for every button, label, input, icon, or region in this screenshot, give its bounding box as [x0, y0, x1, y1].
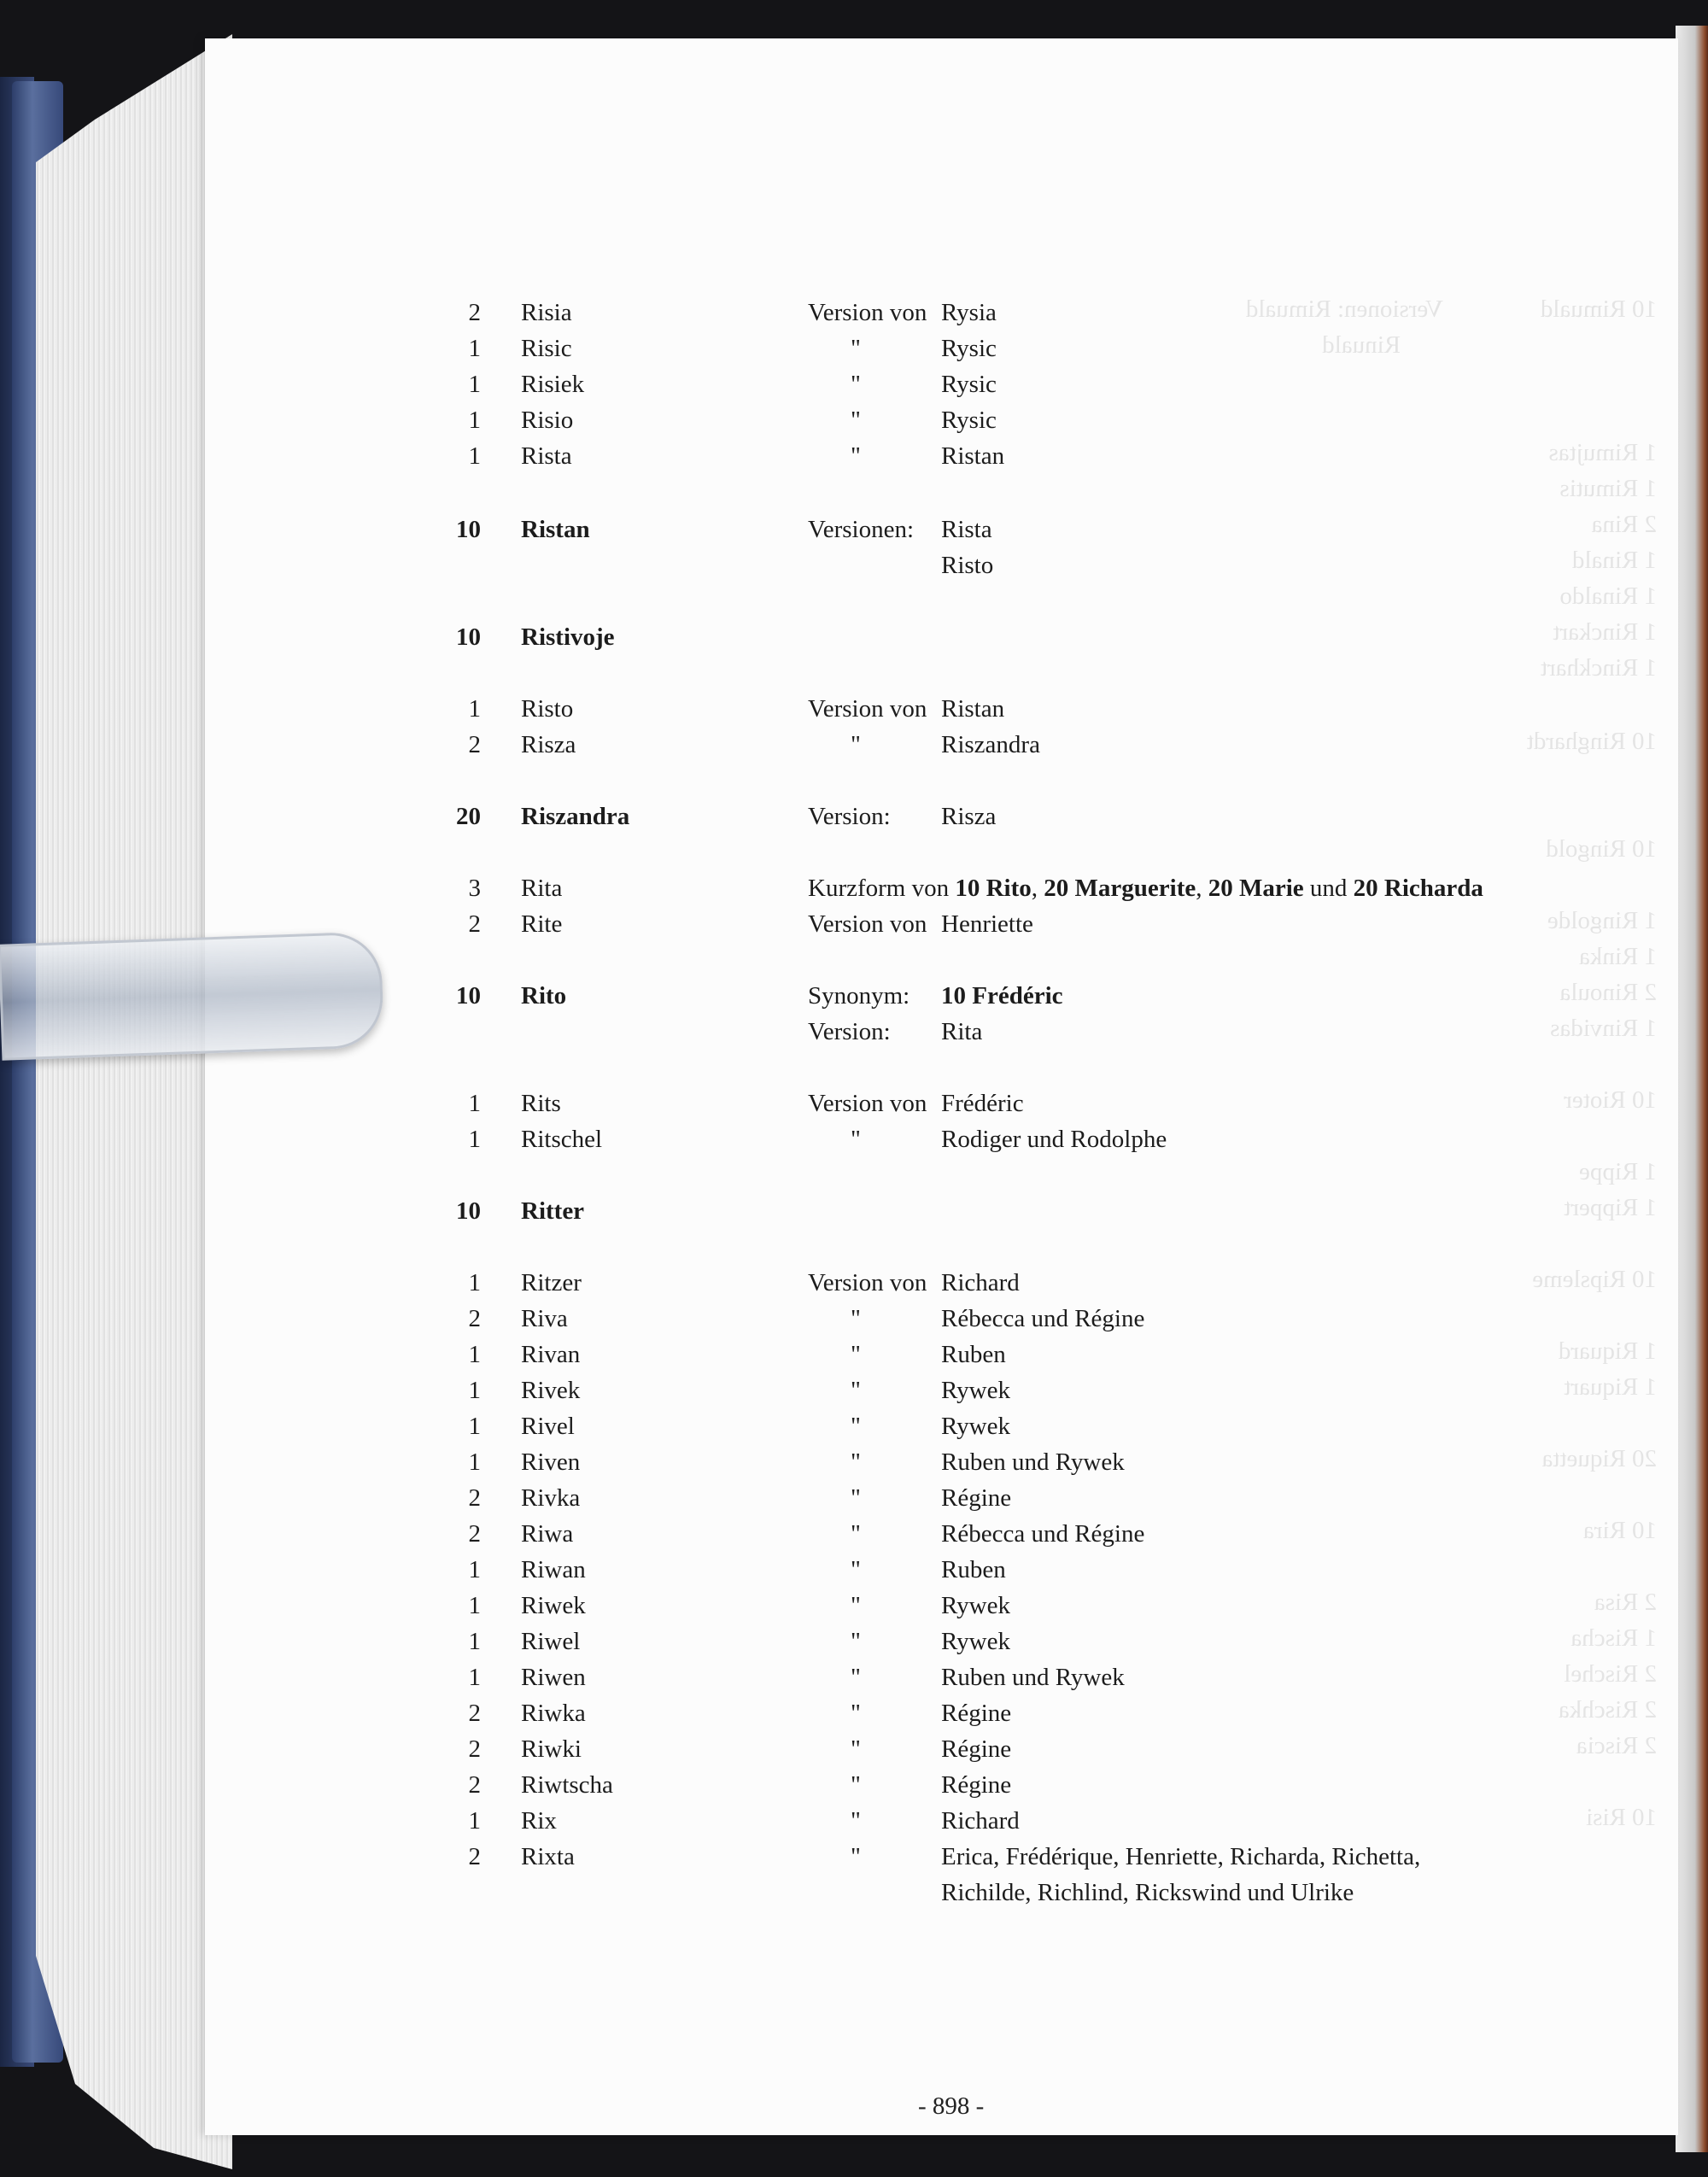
entry-reference: Risto [941, 552, 994, 579]
ditto-mark: " [851, 1556, 861, 1583]
entry-reference: Riszandra [941, 731, 1040, 758]
page-number: - 898 - [918, 2092, 985, 2120]
entry-name: Riwen [521, 1664, 586, 1691]
entry-reference: Richilde, Richlind, Rickswind und Ulrike [941, 1879, 1354, 1906]
entry-count: 10 [456, 623, 481, 651]
entry-name: Ristan [521, 516, 590, 543]
entry-row [0, 1194, 1708, 1228]
ditto-mark: " [851, 1520, 861, 1548]
entry-row [0, 1445, 1708, 1479]
entry-count: 1 [468, 442, 481, 470]
entry-row [0, 296, 1708, 330]
entry-reference: Régine [941, 1484, 1012, 1512]
entry-name: Riszandra [521, 803, 630, 830]
entry-kind: Version: [808, 803, 891, 830]
entry-row [0, 620, 1708, 654]
entry-kind: Version von [808, 1269, 927, 1296]
entry-row [0, 728, 1708, 762]
entry-count: 1 [468, 1664, 481, 1691]
entry-reference: Richard [941, 1807, 1020, 1835]
entry-reference: 10 Frédéric [941, 982, 1063, 1009]
entry-name: Rix [521, 1807, 557, 1835]
entry-row [0, 1373, 1708, 1407]
entry-reference: Régine [941, 1735, 1012, 1763]
entry-kind: Version von [808, 299, 927, 326]
ditto-mark: " [851, 407, 861, 434]
entry-row [0, 871, 1708, 905]
ditto-mark: " [851, 1592, 861, 1619]
entry-name: Ritter [521, 1197, 585, 1225]
entry-row [0, 1660, 1708, 1694]
entry-row [0, 1266, 1708, 1300]
ditto-mark: " [851, 1771, 861, 1799]
entry-count: 2 [468, 1771, 481, 1799]
entry-reference: Régine [941, 1700, 1012, 1727]
entry-count: 3 [468, 875, 481, 902]
entry-row [0, 1768, 1708, 1802]
entry-reference: Ruben und Rywek [941, 1664, 1125, 1691]
entry-row [0, 1804, 1708, 1838]
entry-row [0, 1732, 1708, 1766]
entry-name: Risiek [521, 371, 585, 398]
entry-row [0, 1589, 1708, 1623]
entry-count: 2 [468, 1520, 481, 1548]
entry-row [0, 1876, 1708, 1910]
entry-row [0, 1481, 1708, 1515]
entry-reference: Rywek [941, 1413, 1010, 1440]
entry-row [0, 692, 1708, 726]
entry-name: Rivek [521, 1377, 581, 1404]
entry-reference: Rysia [941, 299, 997, 326]
entry-name: Rixta [521, 1843, 575, 1870]
ditto-mark: " [851, 1448, 861, 1476]
entry-name: Riwa [521, 1520, 574, 1548]
entry-count: 1 [468, 1628, 481, 1655]
entry-row [0, 1302, 1708, 1336]
entry-name: Riwel [521, 1628, 581, 1655]
entry-row [0, 512, 1708, 547]
entry-reference: Rébecca und Régine [941, 1305, 1145, 1332]
entry-row [0, 1409, 1708, 1443]
entry-kind: Version von [808, 695, 927, 723]
ditto-mark: " [851, 1305, 861, 1332]
ditto-mark: " [851, 335, 861, 362]
ditto-mark: " [851, 731, 861, 758]
entry-row [0, 1337, 1708, 1372]
entry-reference: Rywek [941, 1592, 1010, 1619]
entry-name: Rivka [521, 1484, 581, 1512]
ditto-mark: " [851, 1413, 861, 1440]
entry-reference: Ruben und Rywek [941, 1448, 1125, 1476]
entry-name: Rito [521, 982, 567, 1009]
entry-count: 2 [468, 910, 481, 938]
entry-count: 2 [468, 1843, 481, 1870]
entry-count: 1 [468, 407, 481, 434]
entry-kind: Version von [808, 1090, 927, 1117]
entry-name: Riwek [521, 1592, 586, 1619]
entry-row [0, 1553, 1708, 1587]
entry-reference: Rodiger und Rodolphe [941, 1126, 1167, 1153]
entry-count: 1 [468, 1341, 481, 1368]
entry-count: 2 [468, 299, 481, 326]
entry-row [0, 1624, 1708, 1659]
entry-reference: Ristan [941, 695, 1005, 723]
entry-count: 1 [468, 371, 481, 398]
entry-name: Riwka [521, 1700, 586, 1727]
entry-count: 1 [468, 1126, 481, 1153]
ditto-mark: " [851, 1377, 861, 1404]
entry-count: 20 [456, 803, 481, 830]
entry-row [0, 403, 1708, 437]
entry-count: 1 [468, 335, 481, 362]
entry-row [0, 1086, 1708, 1121]
entry-reference: Ruben [941, 1341, 1006, 1368]
entry-name: Ritschel [521, 1126, 603, 1153]
ditto-mark: " [851, 1126, 861, 1153]
bookmark-clip [0, 931, 384, 1061]
entry-row [0, 439, 1708, 473]
entry-kind: Versionen: [808, 516, 915, 543]
entry-reference: Ristan [941, 442, 1005, 470]
entry-count: 1 [468, 1592, 481, 1619]
entry-name: Ritzer [521, 1269, 582, 1296]
entry-name: Rivel [521, 1413, 575, 1440]
entry-reference: Rysic [941, 407, 997, 434]
entry-reference: Rysic [941, 335, 997, 362]
entry-count: 1 [468, 1377, 481, 1404]
ditto-mark: " [851, 442, 861, 470]
entry-count: 1 [468, 1269, 481, 1296]
entry-kind: Version von [808, 910, 927, 938]
entry-name: Rits [521, 1090, 561, 1117]
entry-count: 10 [456, 982, 481, 1009]
entry-count: 1 [468, 1090, 481, 1117]
entry-count: 1 [468, 1413, 481, 1440]
entry-name: Riwki [521, 1735, 582, 1763]
entry-name: Risic [521, 335, 572, 362]
entry-count: 10 [456, 516, 481, 543]
entry-name: Risio [521, 407, 574, 434]
ditto-mark: " [851, 1807, 861, 1835]
entry-count: 2 [468, 1700, 481, 1727]
entry-row [0, 1517, 1708, 1551]
entry-count: 2 [468, 731, 481, 758]
entry-reference: Rébecca und Régine [941, 1520, 1145, 1548]
entry-name: Rita [521, 875, 563, 902]
entry-reference: Frédéric [941, 1090, 1024, 1117]
entry-count: 1 [468, 1807, 481, 1835]
entry-name: Riven [521, 1448, 581, 1476]
entry-kind: Version: [808, 1018, 891, 1045]
ditto-mark: " [851, 1664, 861, 1691]
entry-name: Risto [521, 695, 574, 723]
entry-reference: Erica, Frédérique, Henriette, Richarda, Richetta, [941, 1843, 1421, 1870]
entry-row [0, 548, 1708, 582]
entry-reference: Rita [941, 1018, 983, 1045]
entry-name: Risza [521, 731, 576, 758]
entry-reference: Rysic [941, 371, 997, 398]
entry-reference: Rywek [941, 1377, 1010, 1404]
entry-count: 1 [468, 695, 481, 723]
entry-name: Rivan [521, 1341, 581, 1368]
entry-kind: Synonym: [808, 982, 910, 1009]
entry-name: Rite [521, 910, 563, 938]
ditto-mark: " [851, 1628, 861, 1655]
entry-count: 10 [456, 1197, 481, 1225]
entry-reference: Rista [941, 516, 992, 543]
entry-count: 2 [468, 1305, 481, 1332]
entry-count: 1 [468, 1556, 481, 1583]
entry-name: Riwtscha [521, 1771, 613, 1799]
ditto-mark: " [851, 1484, 861, 1512]
ditto-mark: " [851, 1843, 861, 1870]
rita-reference: Kurzform von 10 Rito, 20 Marguerite, 20 Marie und 20 Richarda [808, 875, 1483, 902]
entry-count: 1 [468, 1448, 481, 1476]
ditto-mark: " [851, 1341, 861, 1368]
entry-reference: Ruben [941, 1556, 1006, 1583]
entry-name: Riwan [521, 1556, 586, 1583]
entry-name: Rista [521, 442, 572, 470]
entry-row [0, 1840, 1708, 1874]
entry-row [0, 1696, 1708, 1730]
entry-reference: Régine [941, 1771, 1012, 1799]
entry-reference: Rywek [941, 1628, 1010, 1655]
ditto-mark: " [851, 371, 861, 398]
entry-reference: Risza [941, 803, 997, 830]
ditto-mark: " [851, 1735, 861, 1763]
entry-row [0, 331, 1708, 366]
entry-name: Risia [521, 299, 572, 326]
entry-count: 2 [468, 1484, 481, 1512]
entry-reference: Richard [941, 1269, 1020, 1296]
entry-name: Riva [521, 1305, 568, 1332]
entry-row [0, 1122, 1708, 1156]
entry-reference: Henriette [941, 910, 1033, 938]
ditto-mark: " [851, 1700, 861, 1727]
entry-name: Ristivoje [521, 623, 615, 651]
entry-count: 2 [468, 1735, 481, 1763]
entry-row [0, 799, 1708, 834]
entry-row [0, 367, 1708, 401]
